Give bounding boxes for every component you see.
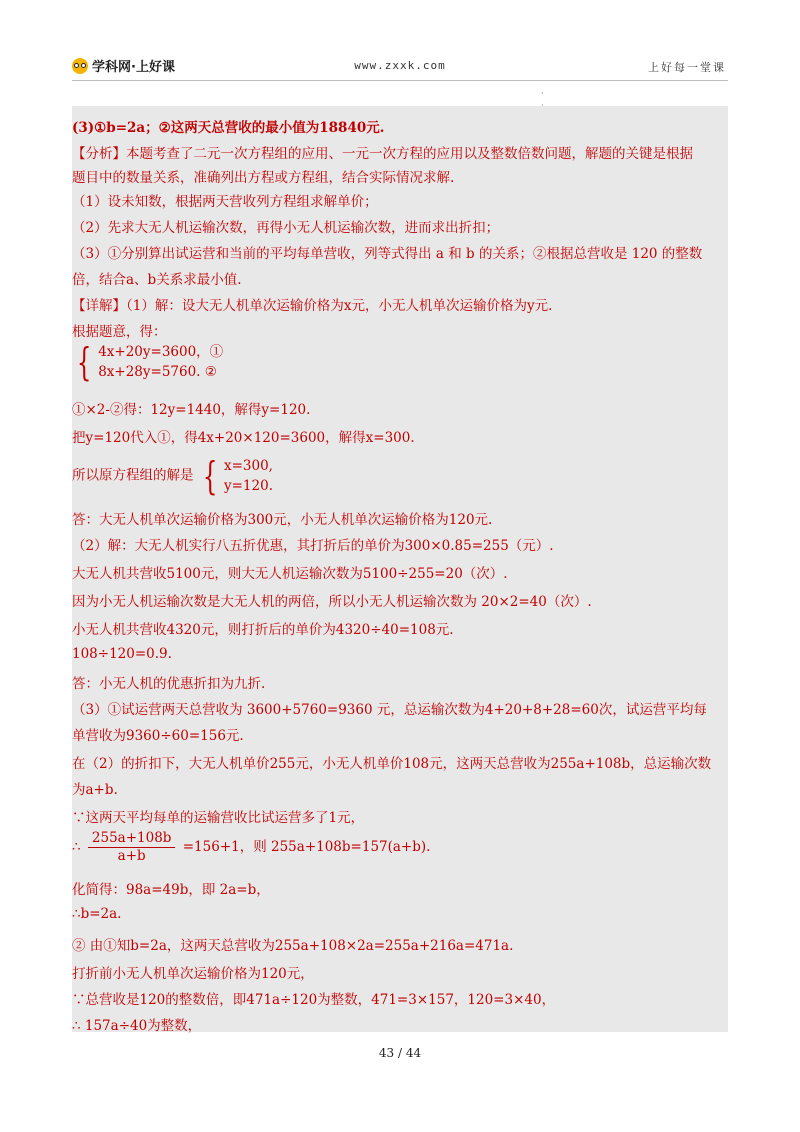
text-line: （3）①分别算出试运营和当前的平均每单营收，列等式得出 a 和 b 的关系；②根据总营收是 120 的整数	[72, 246, 703, 262]
text-line: 大无人机共营收5100元，则大无人机运输次数为5100÷255=20（次）.	[72, 566, 508, 582]
page-header	[72, 54, 728, 81]
text-line: （3）①试运营两天总营收为 3600+5760=9360 元，总运输次数为4+20+8+28=60次，试运营平均每	[72, 702, 707, 718]
text-line: 小无人机共营收4320元，则打折后的单价为4320÷40=108元.	[72, 622, 454, 638]
text-line: 108÷120=0.9.	[72, 646, 172, 662]
text-line: 倍，结合a、b关系求最小值.	[72, 272, 242, 288]
solution-brace: { x=300, y=120.	[202, 454, 273, 498]
text-line: 根据题意，得：	[72, 324, 167, 340]
equation-2: 8x+28y=5760. ②	[98, 364, 217, 380]
fraction-equation: =156+1，则 255a+108b=157(a+b).	[182, 839, 431, 855]
fraction-numerator: 255a+108b	[88, 830, 176, 848]
text-line: ∵这两天平均每单的运输营收比试运营多了1元，	[72, 810, 365, 826]
text-line: ∵总营收是120的整数倍，即471a÷120为整数，471=3×157，120=3×40，	[72, 992, 556, 1008]
text-line: 为a+b.	[72, 782, 118, 798]
text-line: 因为小无人机运输次数是大无人机的两倍，所以小无人机运输次数为 20×2=40（次）.	[72, 594, 592, 610]
text-line: ①×2-②得：12y=1440，解得y=120.	[72, 402, 311, 418]
equation-1: 4x+20y=3600，①	[98, 344, 224, 360]
text-line: 答：大无人机单次运输价格为300元，小无人机单次运输价格为120元.	[72, 512, 493, 528]
header-slogan: 上好每一堂课	[648, 61, 726, 74]
text-line: （2）先求大无人机运输次数，再得小无人机运输次数，进而求出折扣；	[72, 220, 500, 236]
text-line: 单营收为9360÷60=156元.	[72, 728, 244, 744]
page-number: 43 / 44	[378, 1046, 422, 1060]
answer-line: (3)①b=2a；②这两天总营收的最小值为18840元.	[72, 120, 385, 136]
analysis-line: 【分析】本题考查了二元一次方程组的应用、一元一次方程的应用以及整数倍数问题，解题的关键是根据	[72, 146, 693, 162]
text-line: 打折前小无人机单次运输价格为120元，	[72, 966, 314, 982]
text-line: 把y=120代入①，得4x+20×120=3600，解得x=300.	[72, 430, 415, 446]
text-line: 在（2）的折扣下，大无人机单价255元，小无人机单价108元，这两天总营收为255a+108b，总运输次数	[72, 756, 712, 772]
solution-label: 所以原方程组的解是	[72, 467, 194, 484]
solution-content	[72, 106, 728, 1032]
text-line: 答：小无人机的优惠折扣为九折.	[72, 676, 266, 692]
solution-system	[72, 456, 728, 496]
equation-system	[72, 342, 728, 382]
site-url[interactable]: www.zxxk.com	[354, 59, 446, 72]
text-line: （2）解：大无人机实行八五折优惠，其打折后的单价为300×0.85=255（元）.	[72, 538, 554, 554]
logo-text: 学科网·上好课	[92, 60, 175, 75]
text-line: （1）设未知数，根据两天营收列方程组求解单价；	[72, 194, 378, 210]
text-line: ∴ 157a÷40为整数，	[72, 1018, 202, 1034]
detail-line: 【详解】（1）解：设大无人机单次运输价格为x元，小无人机单次运输价格为y元.	[72, 298, 553, 314]
text-line: ∴b=2a.	[72, 906, 122, 922]
dot-marks: ·	[541, 89, 544, 98]
text-line: ② 由①知b=2a，这两天总营收为255a+108×2a=255a+216a=471a.	[72, 938, 514, 954]
fraction-line	[72, 830, 728, 865]
fraction-denominator: a+b	[117, 848, 146, 864]
solution-y: y=120.	[223, 478, 273, 494]
system-brace: { 4x+20y=3600，① 8x+28y=5760. ②	[76, 340, 224, 384]
solution-x: x=300,	[223, 458, 273, 474]
text-line: 化简得：98a=49b，即 2a=b，	[72, 882, 270, 898]
therefore-symbol: ∴	[72, 839, 81, 855]
fraction	[88, 830, 176, 865]
text-line: 题目中的数量关系，准确列出方程或方程组，结合实际情况求解.	[72, 170, 455, 186]
